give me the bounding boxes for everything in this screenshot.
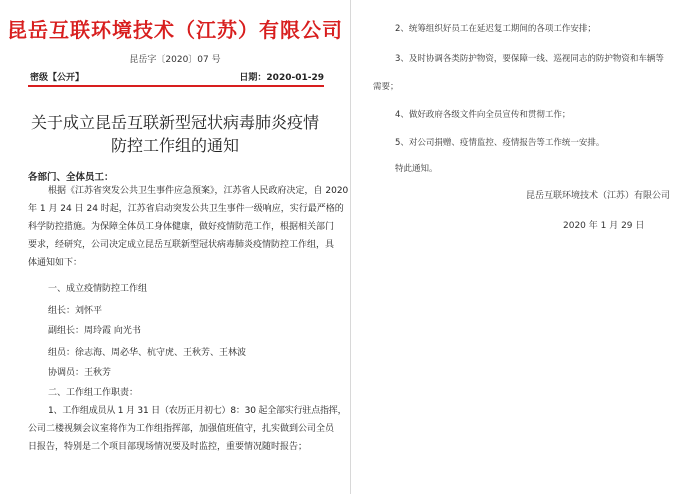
greeting: 各部门、全体员工： [28,172,114,183]
company-letterhead-title: 昆岳互联环境技术（江苏）有限公司 [7,18,343,42]
body-line: 1、工作组成员从 1 月 31 日（农历正月初七）8：30 起全部实行驻点指挥， [48,406,347,416]
notice-heading-line1: 关于成立昆岳互联新型冠状病毒肺炎疫情 [30,113,319,132]
body-line: 3、及时协调各类防护物资，要保障一线、巡视同志的防护物资和车辆等 [395,54,664,64]
body-line: 要求，经研究，公司决定成立昆岳互联新型冠状病毒肺炎疫情防控工作组，具 [28,240,335,250]
body-line: 协调员：王秋芳 [48,368,112,378]
letterhead-divider [28,85,324,87]
body-line: 副组长：周玲霞 向光书 [48,326,141,336]
section-heading: 二、工作组工作职责： [48,388,139,398]
body-line: 年 1 月 24 日 24 时起，江苏省启动突发公共卫生事件一级响应，实行最严格的 [28,204,344,214]
signature-date: 2020 年 1 月 29 日 [563,221,645,231]
body-line: 5、对公司捐赠、疫情监控、疫情报告等工作统一安排。 [395,138,605,148]
document-number: 昆岳字〔2020〕07 号 [129,55,221,65]
secret-level-label: 密级【公开】 [30,73,85,83]
section-heading: 一、成立疫情防控工作组 [48,284,148,294]
signature-company: 昆岳互联环境技术（江苏）有限公司 [526,191,671,201]
body-line: 2、统筹组织好员工在延迟复工期间的各项工作安排； [395,24,596,34]
date-label: 日期：2020-01-29 [239,73,324,83]
body-line: 公司二楼视频会议室将作为工作组指挥部，加强值班值守，扎实做到公司全员 [28,424,335,434]
body-line: 根据《江苏省突发公共卫生事件应急预案》，江苏省人民政府决定，自 2020 [48,186,349,196]
body-line: 需要； [373,82,399,92]
body-line: 组长：刘怀平 [48,306,103,316]
document-page-right [351,0,700,494]
body-line: 组员：徐志海、周必华、杭守虎、王秋芳、王林波 [48,348,247,358]
closing-line: 特此通知。 [395,164,438,174]
body-line: 科学防控措施。为保障全体员工身体健康，做好疫情防范工作，根据相关部门 [28,222,335,232]
body-line: 体通知如下： [28,258,83,268]
body-line: 4、做好政府各级文件向全员宣传和贯彻工作； [395,110,571,120]
notice-heading-line2: 防控工作组的通知 [110,136,239,155]
body-line: 日报告，特别是二个项目部现场情况要及时监控，重要情况随时报告； [28,442,308,452]
